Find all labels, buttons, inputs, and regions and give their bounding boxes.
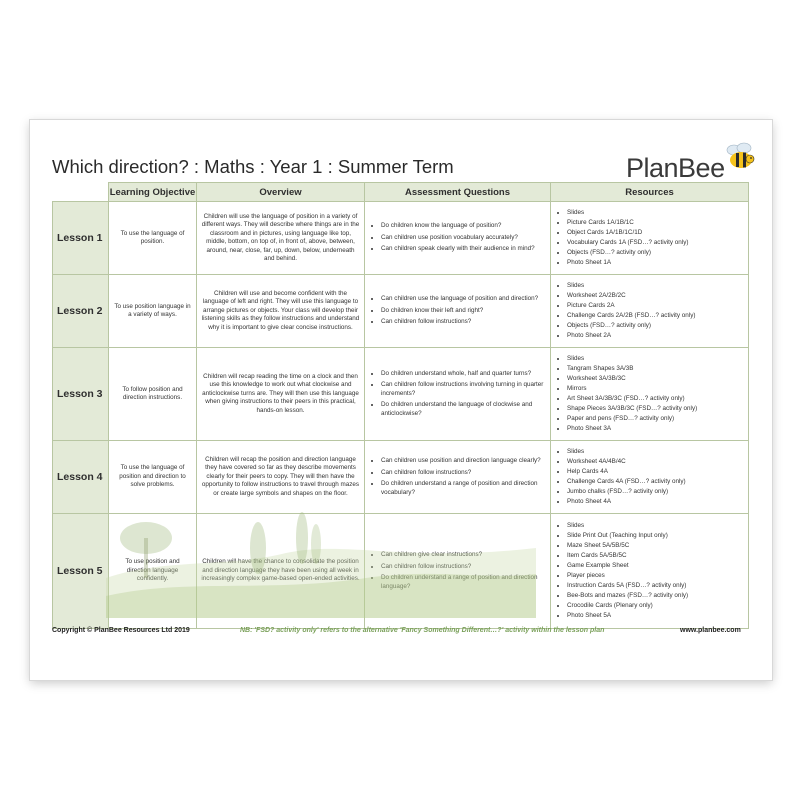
- learning-objective: To use the language of position.: [109, 202, 197, 275]
- lesson-label: Lesson 2: [53, 275, 109, 348]
- question-item: • Can children use position and direction language clearly?: [381, 457, 546, 466]
- header-overview: Overview: [197, 183, 365, 202]
- question-item: • Do children know the language of position?: [381, 222, 546, 231]
- resource-item: • Mirrors: [567, 385, 744, 394]
- header-blank: [53, 183, 109, 202]
- assessment-questions: [365, 348, 551, 441]
- table-row: [53, 441, 749, 514]
- question-item: • Do children know their left and right?: [381, 307, 546, 316]
- lesson-label: Lesson 5: [53, 514, 109, 629]
- resource-item: • Photo Sheet 2A: [567, 332, 744, 341]
- lesson-label: Lesson 1: [53, 202, 109, 275]
- question-item: • Can children use the language of position and direction?: [381, 295, 546, 304]
- overview: Children will recap the position and direction language they have covered so far as they describe movements clearly for their peers to copy. They will then have the opportunity to follow instructions to travel through mazes or create large symbols and shapes on the floor.: [197, 441, 365, 514]
- question-item: • Can children give clear instructions?: [381, 551, 546, 560]
- table-row: [53, 514, 749, 629]
- resource-item: • Instruction Cards 5A (FSD…? activity only): [567, 582, 744, 591]
- assessment-questions: [365, 202, 551, 275]
- resource-item: • Slides: [567, 355, 744, 364]
- table-header-row: [53, 183, 749, 202]
- question-item: • Can children use position vocabulary accurately?: [381, 234, 546, 243]
- overview: Children will have the chance to consolidate the position and direction language they have been using all week in increasingly complex game-based open-ended activities.: [197, 514, 365, 629]
- lesson-label: Lesson 3: [53, 348, 109, 441]
- header-resources: Resources: [551, 183, 749, 202]
- header-assessment-questions: Assessment Questions: [365, 183, 551, 202]
- resource-item: • Photo Sheet 5A: [567, 612, 744, 621]
- assessment-questions: [365, 514, 551, 629]
- question-item: • Can children follow instructions?: [381, 318, 546, 327]
- resource-item: • Game Example Sheet: [567, 562, 744, 571]
- website-link[interactable]: www.planbee.com: [680, 627, 741, 634]
- learning-objective: To follow position and direction instructions.: [109, 348, 197, 441]
- resource-item: • Bee-Bots and mazes (FSD…? activity only): [567, 592, 744, 601]
- resource-item: • Shape Pieces 3A/3B/3C (FSD…? activity only): [567, 405, 744, 414]
- resource-item: • Crocodile Cards (Plenary only): [567, 602, 744, 611]
- resource-item: • Challenge Cards 2A/2B (FSD…? activity only): [567, 312, 744, 321]
- resource-item: • Slides: [567, 522, 744, 531]
- resources: [551, 275, 749, 348]
- bee-icon: [724, 140, 758, 174]
- resource-item: • Challenge Cards 4A (FSD…? activity only): [567, 478, 744, 487]
- resource-item: • Picture Cards 2A: [567, 302, 744, 311]
- resource-item: • Slides: [567, 282, 744, 291]
- logo-text: PlanBee: [626, 153, 725, 183]
- resource-item: • Worksheet 4A/4B/4C: [567, 458, 744, 467]
- learning-objective: To use position and direction language confidently.: [109, 514, 197, 629]
- question-item: • Can children follow instructions?: [381, 563, 546, 572]
- resource-item: • Item Cards 5A/5B/5C: [567, 552, 744, 561]
- resource-item: • Object Cards 1A/1B/1C/1D: [567, 229, 744, 238]
- resources: [551, 441, 749, 514]
- resource-item: • Vocabulary Cards 1A (FSD…? activity only): [567, 239, 744, 248]
- resources: [551, 348, 749, 441]
- resource-item: • Objects (FSD…? activity only): [567, 249, 744, 258]
- resource-item: • Photo Sheet 3A: [567, 425, 744, 434]
- resource-item: • Slide Print Out (Teaching Input only): [567, 532, 744, 541]
- copyright-text: Copyright © PlanBee Resources Ltd 2019: [52, 627, 190, 634]
- resource-item: • Tangram Shapes 3A/3B: [567, 365, 744, 374]
- question-item: • Do children understand whole, half and quarter turns?: [381, 370, 546, 379]
- resource-item: • Slides: [567, 209, 744, 218]
- resource-item: • Paper and pens (FSD…? activity only): [567, 415, 744, 424]
- resources: [551, 202, 749, 275]
- resource-item: • Player pieces: [567, 572, 744, 581]
- assessment-questions: [365, 441, 551, 514]
- learning-objective: To use position language in a variety of ways.: [109, 275, 197, 348]
- overview: Children will recap reading the time on a clock and then use this knowledge to work out what clockwise and anticlockwise turns are. They will then use this language when giving instructions to their peers in this practical, hands-on lesson.: [197, 348, 365, 441]
- question-item: • Do children understand a range of position and direction language?: [381, 574, 546, 591]
- resource-item: • Picture Cards 1A/1B/1C: [567, 219, 744, 228]
- resource-item: • Maze Sheet 5A/5B/5C: [567, 542, 744, 551]
- overview: Children will use the language of position in a variety of different ways. They will describe where things are in the classroom and in pictures, using language like top, middle, bottom, on top of, in front of, above, between, around, near, close, far, up, down, below, underneath and behind.: [197, 202, 365, 275]
- table-row: [53, 202, 749, 275]
- question-item: • Can children speak clearly with their audience in mind?: [381, 245, 546, 254]
- resource-item: • Help Cards 4A: [567, 468, 744, 477]
- question-item: • Do children understand the language of clockwise and anticlockwise?: [381, 401, 546, 418]
- overview: Children will use and become confident with the language of left and right. They will use this language to arrange pictures or objects. Your class will develop their listening skills as they follow instructions and understand why it is important to give clear concise instructions.: [197, 275, 365, 348]
- learning-objective: To use the language of position and direction to solve problems.: [109, 441, 197, 514]
- table-row: [53, 348, 749, 441]
- resource-item: • Photo Sheet 1A: [567, 259, 744, 268]
- page-title: Which direction? : Maths : Year 1 : Summer Term: [52, 156, 454, 177]
- lesson-label: Lesson 4: [53, 441, 109, 514]
- resource-item: • Photo Sheet 4A: [567, 498, 744, 507]
- resource-item: • Art Sheet 3A/3B/3C (FSD…? activity only): [567, 395, 744, 404]
- question-item: • Can children follow instructions?: [381, 469, 546, 478]
- resource-item: • Objects (FSD…? activity only): [567, 322, 744, 331]
- resources: [551, 514, 749, 629]
- assessment-questions: [365, 275, 551, 348]
- lesson-plan-sheet: [30, 120, 772, 680]
- table-row: [53, 275, 749, 348]
- resource-item: • Slides: [567, 448, 744, 457]
- resource-item: • Worksheet 3A/3B/3C: [567, 375, 744, 384]
- resource-item: • Worksheet 2A/2B/2C: [567, 292, 744, 301]
- resource-item: • Jumbo chalks (FSD…? activity only): [567, 488, 744, 497]
- header-learning-objective: Learning Objective: [109, 183, 197, 202]
- question-item: • Can children follow instructions involving turning in quarter increments?: [381, 381, 546, 398]
- footer-note: NB: 'FSD? activity only' refers to the alternative 'Fancy Something Different…?' activity within the lesson plan: [240, 627, 605, 634]
- question-item: • Do children understand a range of position and direction vocabulary?: [381, 480, 546, 497]
- lesson-plan-table: [52, 182, 749, 629]
